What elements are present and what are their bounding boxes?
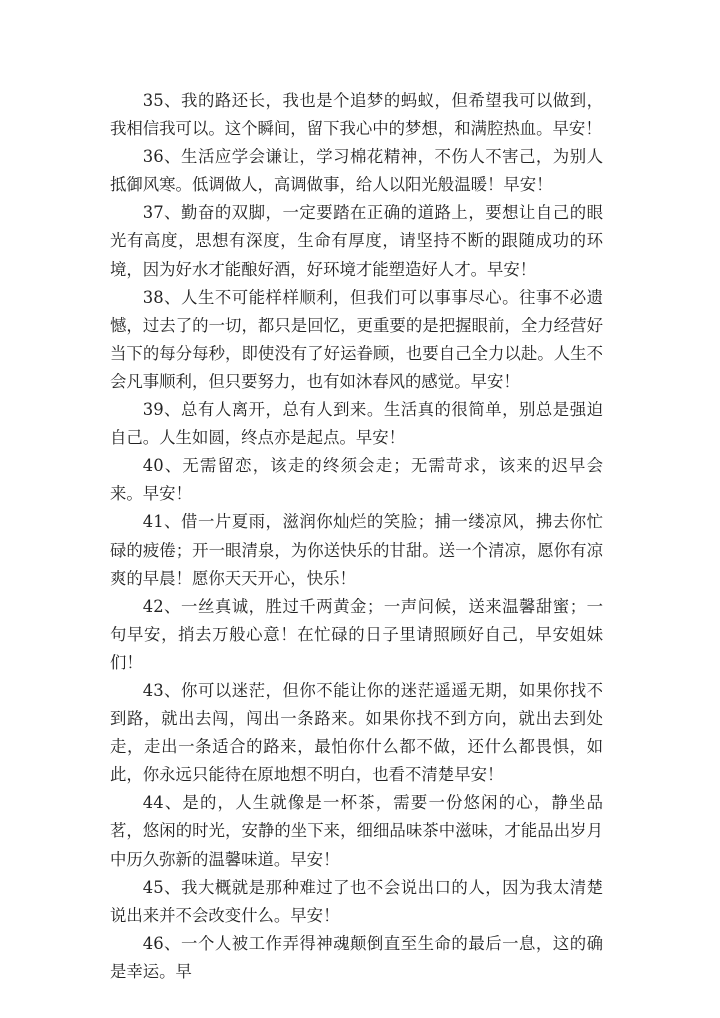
paragraph-38: 38、人生不可能样样顺利，但我们可以事事尽心。往事不必遗憾，过去了的一切，都只是回忆，更重要的是把握眼前，全力经营好当下的每分每秒，即使没有了好运眷顾，也要自己全力以赴。人生不会凡事顺利，但只要努力，也有如沐春风的感觉。早安！ (110, 287, 603, 391)
document-page (110, 87, 603, 986)
paragraph-42: 42、一丝真诚，胜过千两黄金；一声问候，送来温馨甜蜜；一句早安，捎去万般心意！在忙碌的日子里请照顾好自己，早安姐妹们！ (110, 596, 603, 672)
paragraph-37: 37、勤奋的双脚，一定要踏在正确的道路上，要想让自己的眼光有高度，思想有深度，生命有厚度，请坚持不断的跟随成功的环境，因为好水才能酿好酒，好环境才能塑造好人才。早安！ (110, 203, 603, 279)
paragraph-44: 44、是的，人生就像是一杯茶，需要一份悠闲的心，静坐品茗，悠闲的时光，安静的坐下来，细细品味茶中滋味，才能品出岁月中历久弥新的温馨味道。早安！ (110, 793, 603, 869)
paragraph-40: 40、无需留恋，该走的终须会走；无需苛求，该来的迟早会来。早安！ (110, 456, 603, 504)
paragraph-41: 41、借一片夏雨，滋润你灿烂的笑脸；捕一缕凉风，拂去你忙碌的疲倦；开一眼清泉，为你送快乐的甘甜。送一个清凉，愿你有凉爽的早晨！愿你天天开心，快乐！ (110, 512, 603, 588)
paragraph-43: 43、你可以迷茫，但你不能让你的迷茫遥遥无期，如果你找不到路，就出去闯，闯出一条路来。如果你找不到方向，就出去到处走，走出一条适合的路来，最怕你什么都不做，还什么都畏惧，如此，你永远只能待在原地想不明白，也看不清楚早安！ (110, 680, 603, 785)
paragraph-45: 45、我大概就是那种难过了也不会说出口的人，因为我太清楚说出来并不会改变什么。早安！ (110, 877, 603, 925)
paragraph-35: 35、我的路还长，我也是个追梦的蚂蚁，但希望我可以做到，我相信我可以。这个瞬间，留下我心中的梦想，和满腔热血。早安！ (110, 91, 603, 139)
paragraph-39: 39、总有人离开，总有人到来。生活真的很简单，别总是强迫自己。人生如圆，终点亦是起点。早安！ (110, 400, 603, 448)
paragraph-36: 36、生活应学会谦让，学习棉花精神，不伤人不害己，为别人抵御风寒。低调做人，高调做事，给人以阳光般温暖！早安！ (110, 147, 603, 195)
paragraph-46: 46、一个人被工作弄得神魂颠倒直至生命的最后一息，这的确是幸运。早 (110, 933, 603, 981)
